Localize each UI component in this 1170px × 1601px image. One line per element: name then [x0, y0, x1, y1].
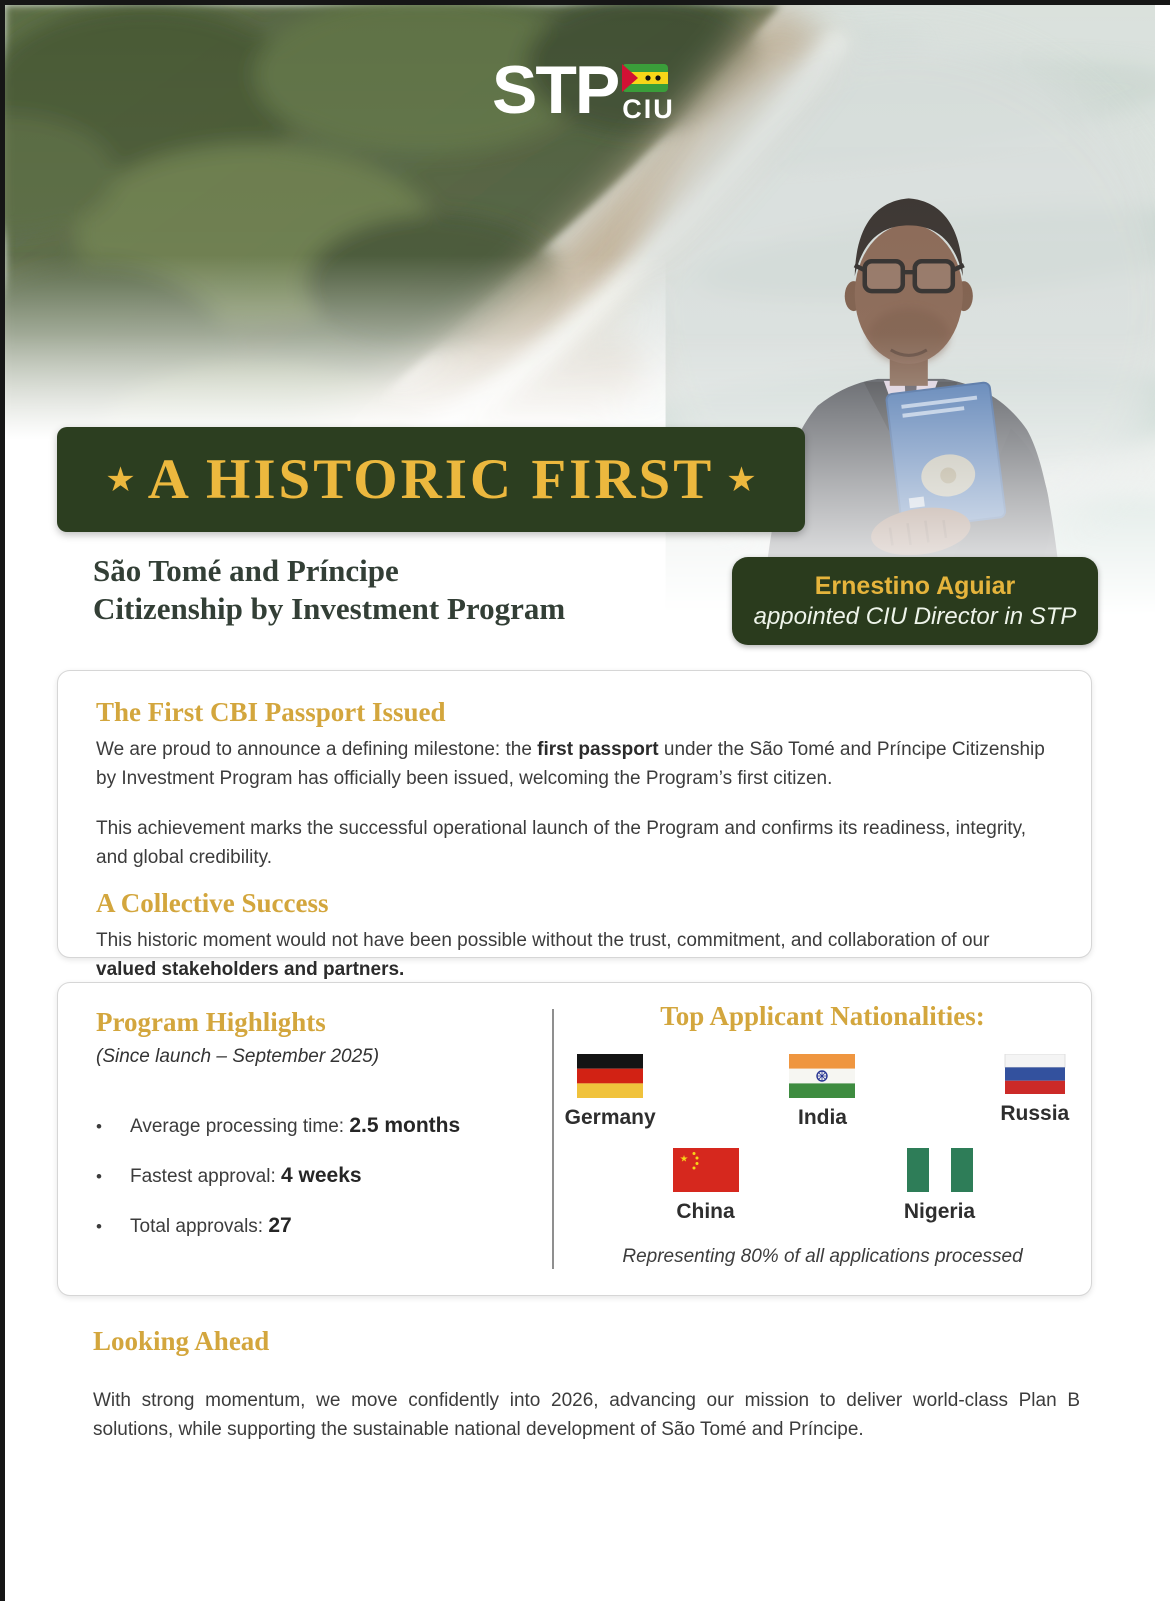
looking-ahead-paragraph: With strong momentum, we move confidently into 2026, advancing our mission to deliver world-class Plan B solutions, while supporting the sustainable national development of São Tomé and Príncipe. [93, 1390, 1080, 1440]
highlight-value: 4 weeks [281, 1164, 362, 1187]
highlight-total-approvals [130, 1214, 292, 1238]
logo-stp-text: STP [492, 52, 619, 128]
program-title-line2: Citizenship by Investment Program [93, 591, 566, 626]
historic-first-banner [57, 427, 805, 532]
director-badge [732, 557, 1098, 645]
paragraph-bold: first passport [537, 739, 659, 760]
list-item [96, 1164, 532, 1188]
star-icon: ★ [726, 460, 757, 499]
since-launch-note: (Since launch – September 2025) [96, 1046, 380, 1067]
left-edge-border [0, 0, 5, 1601]
top-edge-border [0, 0, 1170, 5]
flag-label: China [676, 1200, 735, 1223]
nigeria-flag-icon [907, 1148, 973, 1192]
nationality-china [641, 1148, 771, 1224]
banner-title: A HISTORIC FIRST [147, 448, 715, 511]
nationalities-column [554, 983, 1091, 1309]
paragraph-bold: valued stakeholders and partners. [96, 958, 405, 980]
flags-row-2 [554, 1148, 1091, 1224]
flag-label: Russia [1000, 1102, 1070, 1125]
passport-announcement-card [57, 670, 1092, 980]
highlight-avg-processing [130, 1114, 460, 1138]
flag-label: Germany [564, 1106, 656, 1129]
passport-paragraph-1 [96, 736, 1053, 793]
section-heading-first-passport: The First CBI Passport Issued [96, 697, 446, 727]
program-stats-card [57, 982, 1092, 1296]
nationality-germany [554, 1054, 666, 1130]
bullet-icon: • [96, 1217, 102, 1236]
highlight-label: Total approvals: [130, 1216, 269, 1237]
director-name: Ernestino Aguiar [814, 571, 1016, 600]
highlight-value: 2.5 months [349, 1114, 461, 1137]
highlights-list [96, 1114, 532, 1238]
program-highlights-column [58, 983, 552, 1295]
director-role: appointed CIU Director in STP [753, 602, 1077, 630]
china-flag-icon [673, 1148, 739, 1192]
program-title [93, 552, 565, 628]
flags-caption: Representing 80% of all applications processed [622, 1246, 1023, 1267]
paragraph-text: under the São Tomé and Príncipe Citizenship by Investment Program has officially been issued, welcoming the Program’s first citizen. [96, 739, 1045, 789]
nationality-russia [979, 1054, 1091, 1130]
russia-flag-icon [1004, 1054, 1066, 1094]
bullet-icon: • [96, 1167, 102, 1186]
paragraph-text: This historic moment would not have been possible without the trust, commitment, and collaboration of our [96, 930, 990, 951]
india-flag-icon [789, 1054, 855, 1098]
section-heading-nationalities: Top Applicant Nationalities: [660, 1001, 985, 1031]
flags-row-1 [554, 1054, 1091, 1130]
paragraph-text: We are proud to announce a defining milestone: the [96, 739, 538, 760]
nationality-india [766, 1054, 878, 1130]
passport-paragraph-2: This achievement marks the successful operational launch of the Program and confirms its readiness, integrity, and global credibility. [96, 818, 1027, 868]
section-heading-program-highlights: Program Highlights [96, 1007, 326, 1037]
flag-label: Nigeria [903, 1200, 976, 1223]
stp-ciu-logo [492, 52, 675, 128]
bullet-icon: • [96, 1117, 102, 1136]
logo-ciu-text: CIU [622, 94, 675, 124]
list-item [96, 1114, 532, 1138]
flag-label: India [797, 1106, 847, 1129]
list-item [96, 1214, 532, 1238]
highlight-label: Average processing time: [130, 1116, 350, 1137]
program-title-line1: São Tomé and Príncipe [93, 553, 399, 588]
section-heading-looking-ahead: Looking Ahead [93, 1326, 270, 1356]
highlight-fastest-approval [130, 1164, 362, 1188]
highlight-value: 27 [268, 1214, 292, 1237]
star-icon: ★ [105, 460, 136, 499]
section-heading-collective-success: A Collective Success [96, 888, 329, 918]
highlight-label: Fastest approval: [130, 1166, 282, 1187]
stp-flag-icon [622, 64, 668, 92]
collective-success-paragraph [96, 927, 1053, 984]
nationality-nigeria [875, 1148, 1005, 1224]
germany-flag-icon [577, 1054, 643, 1098]
